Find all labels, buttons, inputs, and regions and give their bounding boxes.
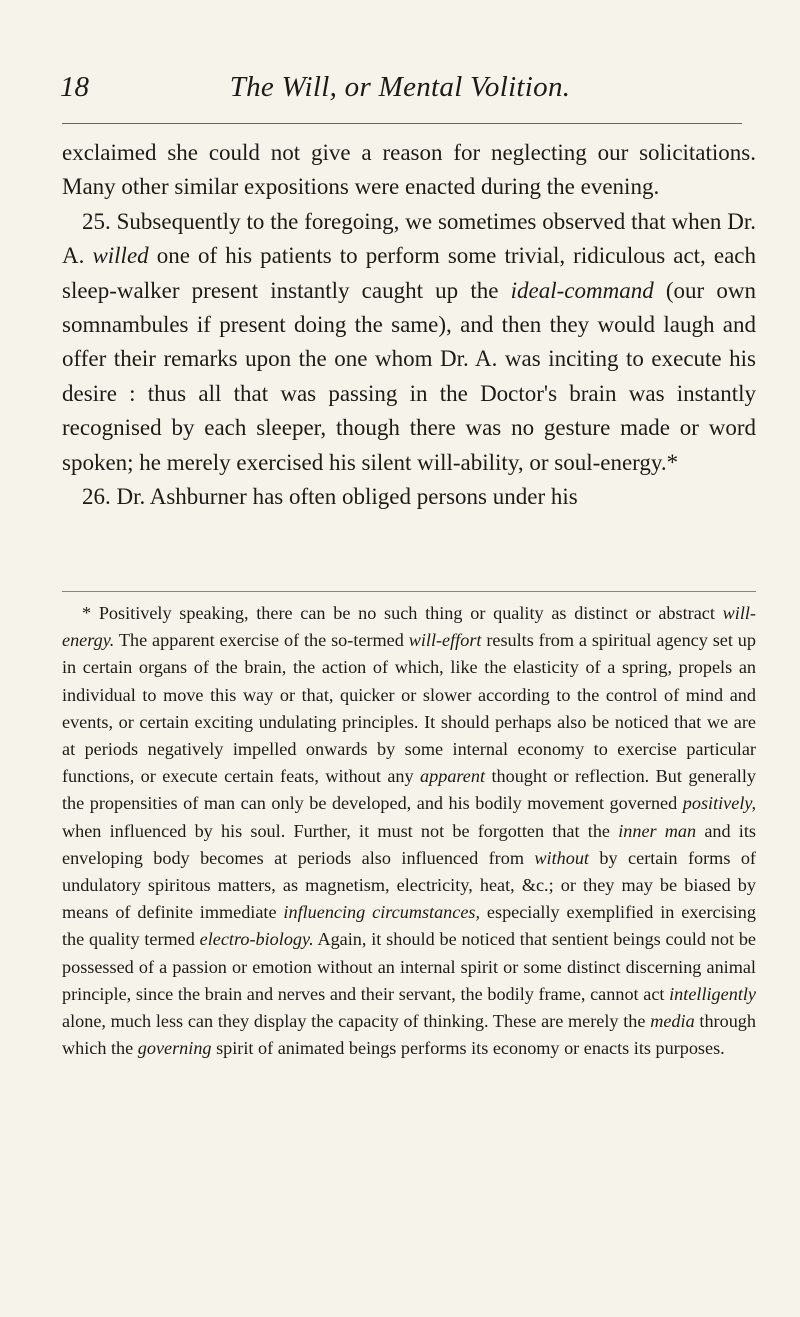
- italic-run: will-energy.: [62, 603, 756, 651]
- italic-run: electro-biology.: [199, 929, 314, 950]
- text-run: * Positively speaking, there can be no such thing or quality as distinct or abstract: [82, 603, 723, 623]
- text-run: alone, much less can they display the capacity of thinking. These are merely the: [62, 1011, 651, 1032]
- header-rule: [62, 123, 742, 124]
- text-run: (our own somnambules if present doing the same), and then they would laugh and offer their remarks upon the one whom Dr. A. was inciting to execute his desire : thus all that was passing in the Doctor's brain was instantly recognised by each sleeper, though there was no gesture made or word spoken; he merely exercised his silent will-ability, or soul-energy.*: [62, 277, 756, 475]
- running-title: The Will, or Mental Volition.: [229, 71, 571, 103]
- paragraph-25: [62, 205, 756, 480]
- text-run: when influenced by his soul. Further, it must not be forgotten that the: [62, 820, 619, 841]
- text-run: by certain forms of undulatory spiritous matters, as magnetism, electricity, heat, &c.; or they may be biased by means of definite immediate: [62, 847, 756, 923]
- text-run: one of his patients to perform some trivial, ridiculous act, each sleep-walker present instantly caught up the: [62, 243, 756, 303]
- paragraph-continuation: exclaimed she could not give a reason for neglecting our solicitations. Many other similar expositions were enacted during the evening.: [62, 140, 756, 200]
- footnote-text: [62, 600, 756, 1062]
- italic-run: media: [650, 1011, 695, 1032]
- italic-run: will-effort: [408, 630, 482, 651]
- italic-run: governing: [137, 1038, 212, 1059]
- italic-run: ideal-command: [510, 277, 654, 303]
- text-run: results from a spiritual agency set up in certain organs of the brain, the action of which, like the elasticity of a spring, propels an individual to move this way or that, quicker or slower according to the control of mind and events, or certain exciting undulating principles. It should perhaps also be noticed that we are at periods negatively impelled onwards by some internal economy to exercise particular functions, or execute certain feats, without any: [62, 630, 756, 787]
- footnote: [62, 600, 756, 1062]
- italic-run: without: [534, 847, 589, 868]
- text-run: Again, it should be noticed that sentient beings could not be possessed of a passion or emotion without an internal spirit or some distinct discerning animal principle, since the brain and nerves and their servant, the bodily frame, cannot act: [62, 929, 756, 1004]
- italic-run: intelligently: [669, 983, 756, 1004]
- page-number: 18: [60, 71, 89, 103]
- italic-run: apparent: [420, 766, 486, 787]
- text-run: and its enveloping body becomes at periods also influenced from: [62, 820, 756, 868]
- italic-run: willed: [92, 243, 149, 269]
- italic-run: positively,: [682, 793, 756, 814]
- text-run: especially exemplified in exercising the quality termed: [62, 902, 756, 950]
- text-run: 25. Subsequently to the foregoing, we sometimes observed that when Dr. A.: [62, 208, 756, 269]
- footnote-rule: [62, 591, 756, 592]
- italic-run: influencing circumstances,: [283, 902, 481, 923]
- page-header: [60, 70, 740, 114]
- main-text: [62, 136, 756, 514]
- text-run: thought or reflection. But generally the propensities of man can only be developed, and his bodily movement governed: [62, 766, 757, 814]
- text-run: The apparent exercise of the so-termed: [114, 630, 409, 651]
- italic-run: inner man: [618, 820, 697, 841]
- text-run: spirit of animated beings performs its economy or enacts its purposes.: [211, 1038, 725, 1059]
- paragraph-26: 26. Dr. Ashburner has often obliged persons under his: [82, 484, 578, 510]
- text-run: through which the: [62, 1011, 756, 1059]
